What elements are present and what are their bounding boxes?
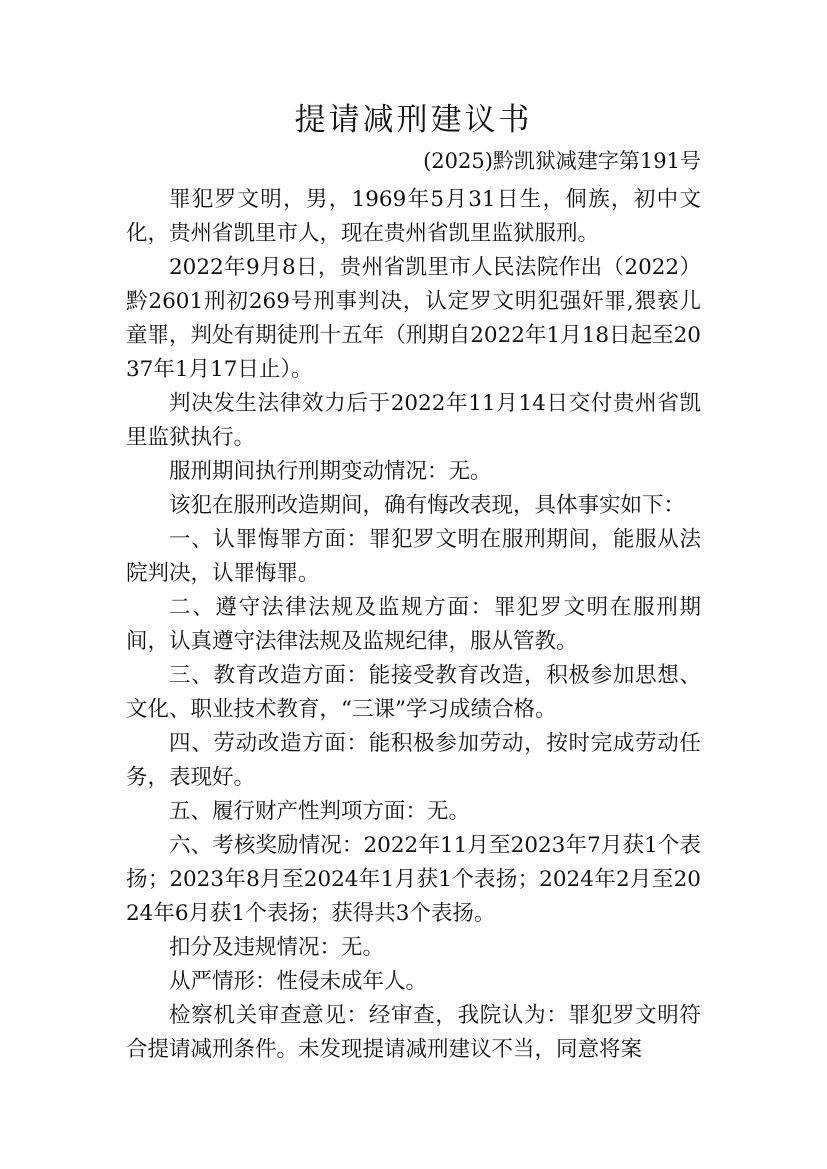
paragraph-delivery: 判决发生法律效力后于2022年11月14日交付贵州省凯里监狱执行。	[126, 391, 701, 450]
paragraph-property: 五、履行财产性判项方面：无。	[169, 799, 471, 824]
document-number: (2025)黔凯狱减建字第191号	[423, 149, 701, 173]
paragraph-procuratorate-opinion: 检察机关审查意见：经审查，我院认为：罪犯罗文明符合提请减刑条件。未发现提请减刑建议不当，同意将案	[126, 1003, 701, 1062]
paragraph-prisoner-info: 罪犯罗文明，男，1969年5月31日生，侗族，初中文化，贵州省凯里市人，现在贵州省凯里监狱服刑。	[126, 187, 701, 246]
paragraph-repentance-intro: 该犯在服刑改造期间，确有悔改表现，具体事实如下：	[169, 493, 686, 518]
paragraph-rewards: 六、考核奖励情况：2022年11月至2023年7月获1个表扬；2023年8月至2024年1月获1个表扬；2024年2月至2024年6月获1个表扬；获得共3个表扬。	[126, 833, 701, 926]
document-title: 提请减刑建议书	[294, 102, 533, 138]
paragraph-plea: 一、认罪悔罪方面：罪犯罗文明在服刑期间，能服从法院判决，认罪悔罪。	[126, 527, 701, 586]
document-body	[126, 183, 701, 1067]
paragraph-violations: 扣分及违规情况：无。	[169, 935, 385, 960]
paragraph-strict-circumstances: 从严情形：性侵未成年人。	[169, 969, 428, 994]
paragraph-education: 三、教育改造方面：能接受教育改造，积极参加思想、文化、职业技术教育，“三课”学习成绩合格。	[126, 663, 701, 722]
paragraph-compliance: 二、遵守法律法规及监规方面：罪犯罗文明在服刑期间，认真遵守法律法规及监规纪律，服从管教。	[126, 595, 701, 654]
paragraph-sentence-changes: 服刑期间执行刑期变动情况：无。	[169, 459, 492, 484]
paragraph-labor: 四、劳动改造方面：能积极参加劳动，按时完成劳动任务，表现好。	[126, 731, 701, 790]
paragraph-judgment: 2022年9月8日，贵州省凯里市人民法院作出（2022）黔2601刑初269号刑事判决，认定罗文明犯强奸罪,猥亵儿童罪，判处有期徒刑十五年（刑期自2022年1月18日起至2037年1月17日止）。	[126, 255, 701, 382]
